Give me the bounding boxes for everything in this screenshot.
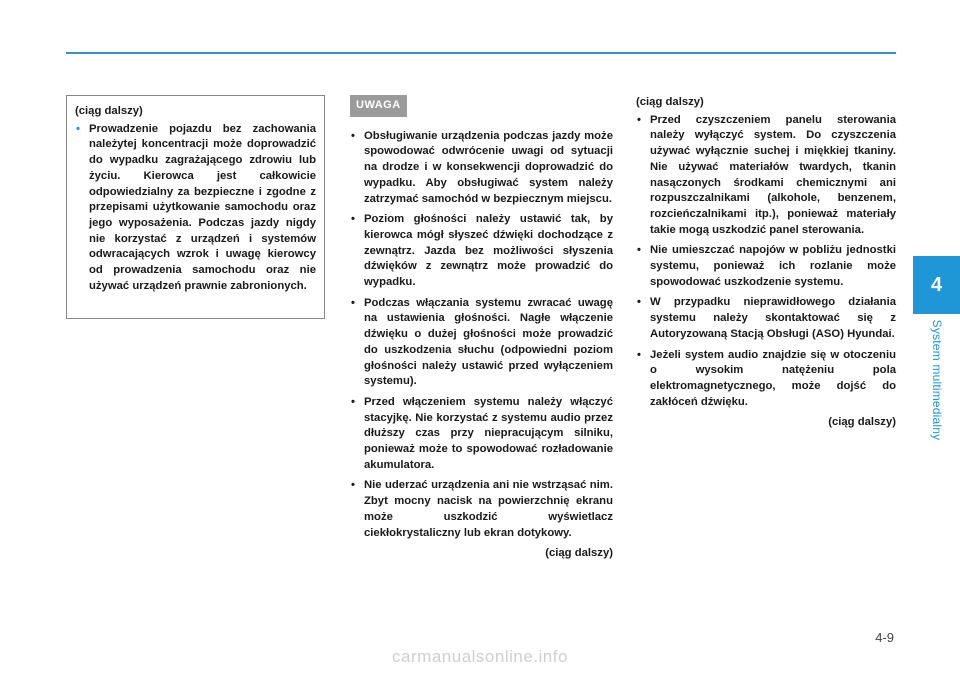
bullet-icon: • [351,479,355,492]
list-item [350,395,613,474]
list-item [636,243,896,290]
bullet-icon: • [637,348,641,361]
bullet-icon: • [351,296,355,309]
continued-list [636,113,896,411]
bullet-icon: • [637,296,641,309]
list-item [350,478,613,541]
list-item [636,113,896,239]
bullet-icon: • [351,213,355,226]
notice-list [350,129,613,542]
bullet-icon: • [76,122,80,135]
warning-box [66,95,325,319]
continued-note: (ciąg dalszy) [828,416,896,429]
list-item-text: Nie uderzać urządzenia ani nie wstrząsać nim. Zbyt mocny nacisk na powierzchnię ekranu może uszkodzić wyświetlacz ciekłokrystaliczny lub ekran dotykowy. [364,479,613,539]
list-item [75,122,316,295]
continued-note: (ciąg dalszy) [545,547,613,560]
bullet-icon: • [637,244,641,257]
page-number: 4-9 [875,630,894,645]
list-item-text: W przypadku nieprawidłowego działania systemu należy skontaktować się z Autoryzowaną Stacją Obsługi (ASO) Hyundai. [650,296,896,340]
chapter-tab: 4 [913,256,960,314]
continued-column [636,95,896,431]
list-item-text: Przed włączeniem systemu należy włączyć stacyjkę. Nie korzystać z systemu audio przez dłuższy czas przy niepracującym silniku, ponieważ może to spowodować rozładowanie akumulatora. [364,395,613,471]
box-heading: (ciąg dalszy) [75,105,143,117]
header-rule [66,52,896,54]
list-item-text: Przed czyszczeniem panelu sterowania należy wyłączyć system. Do czyszczenia używać wyłącznie suchej i miękkiej tkaniny. Nie używać materiałów twardych, tkanin nasączonych środkami chemicznymi ani rozpuszczalnikami (alkohole, benzenem, rozcieńczalnikami itp.), ponieważ materiały takie mogą uszkodzić panel sterowania. [650,113,896,236]
list-item [636,348,896,411]
list-item [636,295,896,342]
list-item-text: Jeżeli system audio znajdzie się w otoczeniu o wysokim natężeniu pola elektromagnetycznego, może dojść do zakłóceń dźwięku. [650,348,896,408]
list-item-text: Poziom głośności należy ustawić tak, by kierowca mógł słyszeć dźwięki dochodzące z zewnątrz. Jazda bez możliwości słyszenia dźwięków z zewnątrz może prowadzić do wypadku. [364,213,613,289]
uwaga-badge: UWAGA [350,95,407,117]
bullet-icon: • [637,113,641,126]
list-item-text: Prowadzenie pojazdu bez zachowania należytej koncentracji może doprowadzić do wypadku zagrażającego zdrowiu lub życiu. Kierowca jest całkowicie odpowiedzialny za bezpieczne i zgodne z przepisami użytkowanie samochodu oraz jego wyposażenia. Podczas jazdy nigdy nie korzystać z urządzeń i systemów odwracających wzrok i uwagę kierowcy od prowadzenia samochodu oraz nie używać urządzeń prawnie zabronionych. [89,122,316,292]
bullet-icon: • [351,395,355,408]
list-item-text: Podczas włączania systemu zwracać uwagę na ustawienia głośności. Nagłe włączenie dźwięku o dużej głośności może prowadzić do uszkodzenia słuchu (odpowiedni poziom głośności należy ustawić przed wyłączeniem systemu). [364,296,613,388]
list-item [350,129,613,208]
list-item-text: Nie umieszczać napojów w pobliżu jednostki systemu, ponieważ ich rozlanie może spowodować uszkodzenie systemu. [650,244,896,288]
box-list [75,122,316,295]
watermark: carmanualsonline.info [392,647,568,666]
chapter-title: System multimedialny [930,319,944,441]
bullet-icon: • [351,129,355,142]
column-heading: (ciąg dalszy) [636,96,704,108]
list-item [350,212,613,291]
notice-column [350,95,613,562]
list-item-text: Obsługiwanie urządzenia podczas jazdy może spowodować odwrócenie uwagi od sytuacji na drodze i w konsekwencji doprowadzić do wypadku. Aby obsługiwać system należy zatrzymać samochód w bezpiecznym miejscu. [364,129,613,205]
list-item [350,296,613,390]
